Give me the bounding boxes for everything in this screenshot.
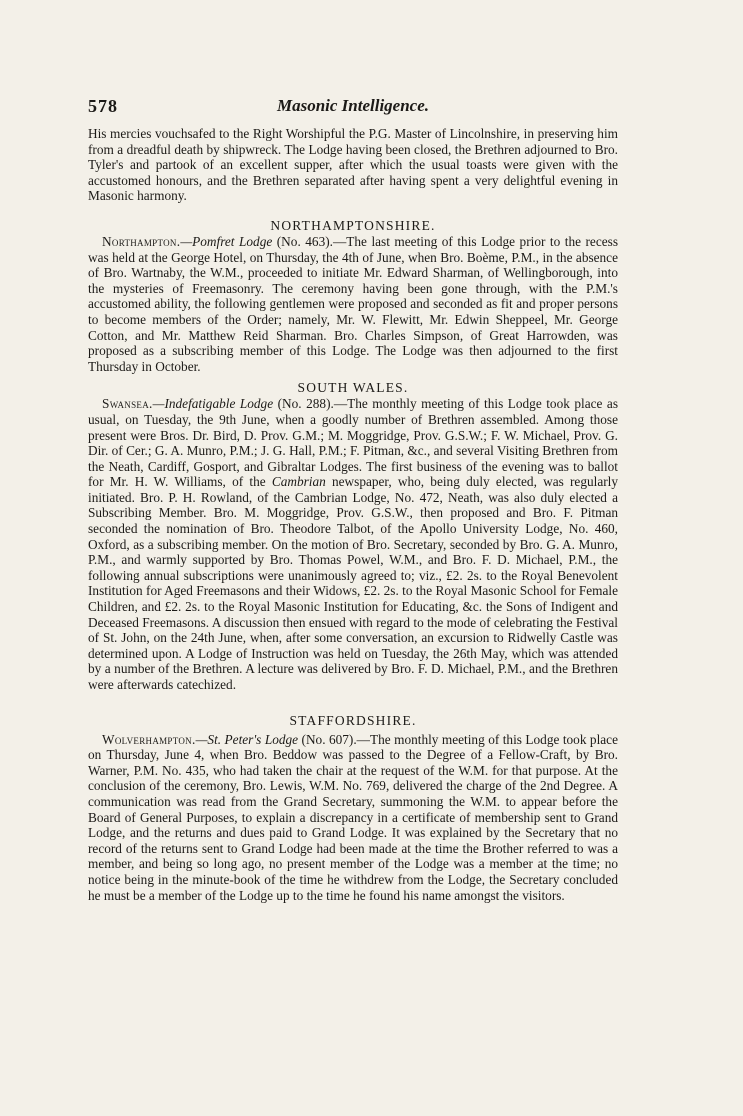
- lodge-name: —St. Peter's Lodge: [195, 731, 299, 747]
- paragraph-body: (No. 463).—The last meeting of this Lodge prior to the recess was held at the George Hotel, on Thursday, the 4th of June, when Bro. Boème, P.M., in the absence of Bro. Wartnaby, the W.M., proceeded to initiate Mr. Edward Sharman, of Wellingborough, into the mysteries of Freemasonry. The ceremony having been gone through, with the P.M.'s accustomed ability, the following gentlemen were proposed and seconded as fit and proper persons to become members of the Order; namely, Mr. W. Flewitt, Mr. Edwin Sheppeel, Mr. George Cotton, and Mr. Matthew Reid Sharman. Bro. Charles Simpson, of Great Harrowden, was proposed as a subscribing member of this Lodge. The Lodge was then adjourned to the first Thursday in October.: [88, 233, 618, 374]
- northamptonshire-paragraph: [88, 234, 618, 374]
- paragraph-body: (No. 288).—The monthly meeting of this Lodge took place as usual, on Tuesday, the 9th June, when a goodly number of Brethren assembled. Among those present were Bros. Dr. Bird, D. Prov. G.M.; M. Moggridge, Prov. G.S.W.; F. W. Michael, Prov. G. Dir. of Cer.; G. A. Munro, P.M.; J. G. Hall, P.M.; F. Pitman, &c., and several Visiting Brethren from the Neath, Cardiff, Gosport, and Gibraltar Lodges. The first business of the evening was to ballot for Mr. H. W. Williams, of the: [88, 396, 619, 490]
- section-heading-south-wales: SOUTH WALES.: [297, 380, 409, 396]
- place-name: Wolverhampton.: [102, 731, 196, 747]
- place-name: Swansea.: [102, 396, 153, 412]
- place-name: Northampton.: [102, 233, 181, 249]
- paragraph-body-continued: newspaper, who, being duly elected, was regularly initiated. Bro. P. H. Rowland, of the Cambrian Lodge, No. 472, Neath, was also duly elected a Subscribing Member. Bro. M. Moggridge, Prov. G.S.W., then proposed and Bro. F. Pitman seconded the nomination of Bro. Theodore Talbot, of the Apollo University Lodge, No. 460, Oxford, as a subscribing member. On the motion of Bro. Secretary, seconded by Bro. G. A. Munro, P.M., and warmly supported by Bro. Thomas Powel, W.M., and Bro. F. D. Michael, P.M., the following annual subscriptions were unanimously agreed to; viz., £2. 2s. to the Royal Benevolent Institution for Aged Freemasons and their Widows, £2. 2s. to the Royal Masonic School for Female Children, and £2. 2s. to the Royal Masonic Institution for Educating, &c. the Sons of Indigent and Deceased Freemasons. A discussion then ensued with regard to the mode of celebrating the Festival of St. John, on the 24th June, when, after some conversation, an excursion to Ridwelly Castle was determined upon. A Lodge of Instruction was held on Tuesday, the 26th May, which was attended by a number of the Brethren. A lecture was delivered by Bro. F. D. Michael, P.M., and the Brethren were afterwards catechized.: [88, 474, 619, 692]
- paragraph-body: (No. 607).—The monthly meeting of this Lodge took place on Thursday, June 4, when Bro. Beddow was passed to the Degree of a Fellow-Craft, by Bro. Warner, P.M. No. 435, who had taken the chair at the request of the W.M. for that purpose. At the conclusion of the ceremony, Bro. Lewis, W.M. No. 769, delivered the charge of the 2nd Degree. A communication was read from the Grand Secretary, summoning the W.M. to appear before the Board of General Purposes, to explain a discrepancy in a certificate of membership sent to Grand Lodge, and the returns and dues paid to Grand Lodge. It was explained by the Secretary that no record of the returns sent to Grand Lodge had been made at the time the Brother referred to was a member, and being so long ago, no present member of the Lodge was a member at the time; no notice being in the minute-book of the time he withdrew from the Lodge, the Secretary concluded he must be a member of the Lodge up to the time he found his name amongst the visitors.: [88, 731, 618, 903]
- staffordshire-paragraph: [88, 732, 618, 904]
- running-title: Masonic Intelligence.: [276, 96, 430, 115]
- newspaper-name: Cambrian: [271, 474, 326, 490]
- section-heading-staffordshire: STAFFORDSHIRE.: [289, 712, 417, 728]
- section-heading-northamptonshire: NORTHAMPTONSHIRE.: [270, 217, 436, 233]
- lodge-name: —Indefatigable Lodge: [152, 396, 274, 412]
- page-number: 578: [88, 96, 118, 116]
- text-column: [88, 126, 618, 903]
- continuation-paragraph: His mercies vouchsafed to the Right Worshipful the P.G. Master of Lincolnshire, in preserving him from a dreadful death by shipwreck. The Lodge having been closed, the Brethren adjourned to Bro. Tyler's and partook of an excellent supper, after which the usual toasts were given with the accustomed honours, and the Brethren separated after having spent a very delightful evening in Masonic harmony.: [88, 126, 618, 204]
- south-wales-paragraph: [88, 396, 618, 692]
- lodge-name: —Pomfret Lodge: [180, 233, 273, 249]
- running-head: [88, 96, 618, 120]
